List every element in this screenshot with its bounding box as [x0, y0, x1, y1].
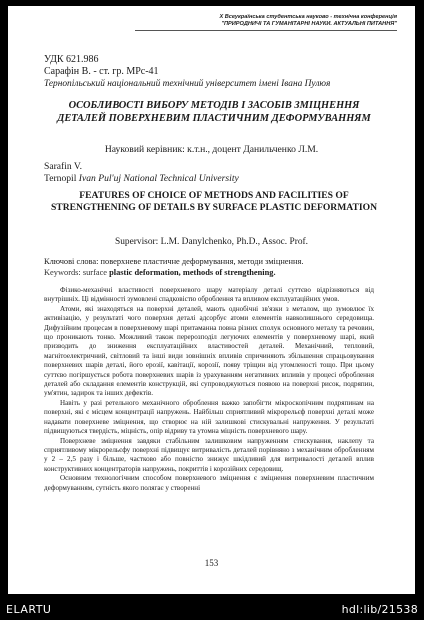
affiliation-english-prefix: Ternopil	[44, 173, 79, 184]
body-paragraph: Навіть у разі ретельного механічного оброблення важко запобігти мікроскопічним подряпинам на поверхні, які є місцем концентрації напружень. Найбільш сприятливий мікрорельєф поверхні деталі може надавати поверхневе зміцнення, що створює на ній залишкові стискувальні напруження. У результаті підвищуються твердість, міцність, опір відриву та утомна міцність поверхневого шару.	[44, 398, 374, 436]
conference-header-line1: X Всеукраїнська студентська науково - технічна конференція	[219, 14, 397, 20]
keywords-english-label: Keywords: surface	[44, 268, 110, 277]
affiliation-english	[44, 173, 239, 184]
affiliation-english-university: Ivan Pul'uj National Technical University	[78, 173, 239, 184]
keywords-english-text: plastic deformation, methods of strengthening.	[109, 268, 276, 277]
conference-header	[151, 14, 397, 28]
author-line: Сарафін В. - ст. гр. МРс-41	[44, 66, 159, 77]
keywords-ukrainian: Ключові слова: поверхневе пластичне деформування, методи зміцнення.	[44, 257, 304, 266]
conference-header-line2: "ПРИРОДНИЧІ ТА ГУМАНІТАРНІ НАУКИ. АКТУАЛЬНІ ПИТАННЯ"	[221, 21, 397, 27]
body-paragraph: Основним технологічним способом поверхневого зміцнення є зміцнення поверхневим пластичним деформуванням, сутність якого полягає у створенні	[44, 474, 374, 492]
udc-code: УДК 621.986	[44, 54, 99, 65]
supervisor-english: Supervisor: L.M. Danylchenko, Ph.D., Assoc. Prof.	[115, 237, 308, 247]
affiliation: Тернопільський національний технічний університет імені Івана Пулюя	[44, 79, 331, 89]
paper-page	[8, 6, 415, 594]
handle-identifier: hdl:lib/21538	[341, 603, 418, 616]
body-paragraph: Поверхневе зміцнення завдяки стабільним залишковим напруженням стискування, наклепу та сприятливому мікрорельєфу поверхні підвищує витривалість деталей порівняно з механічним обробленням у 2 – 2,5 разу і більше, частково або повністю знижує шкідливий для витривалості деталей вплив конструктивних концентраторів напружень, покриттів і корозійних середовищ.	[44, 436, 374, 473]
supervisor-ukrainian: Науковий керівник: к.т.н., доцент Данильченко Л.М.	[104, 144, 319, 155]
author-english: Sarafin V.	[44, 161, 83, 172]
body-text	[44, 286, 374, 493]
keywords-english	[44, 268, 276, 278]
page-number: 153	[204, 558, 219, 568]
body-paragraph: Фізико-механічні властивості поверхневого шару матеріалу деталі суттєво відрізняються від внутрішніх. Ці відмінності зумовлені спадковістю оброблення та впливом експлуатаційних умов.	[44, 286, 374, 304]
header-rule	[135, 30, 397, 31]
repository-name: ELARTU	[6, 603, 52, 616]
title-ukrainian: ОСОБЛИВОСТІ ВИБОРУ МЕТОДІВ І ЗАСОБІВ ЗМІЦНЕННЯ ДЕТАЛЕЙ ПОВЕРХНЕВИМ ПЛАСТИЧНИМ ДЕФОРМУВАННЯМ	[57, 100, 371, 124]
body-paragraph: Атоми, які знаходяться на поверхні деталей, мають однобічні зв'язки з металом, що зумовлює їх активізацію, у результаті чого поверхня деталі адсорбує атоми елементів навколишнього середовища. Дифузійним процесам в поверхневому шарі притаманна повна різних сполук основного металу та речовин, що проникають тонко. Можливий також перерозподіл легуючих елементів у поверхневому шарі, який призводить до зниження експлуатаційних властивостей деталей. Механічний, тепловий, магнітоелектричний, світловий та інші види зовнішніх впливів спричиняють збільшення спрацьовування поверхневих шарів деталі, його ерозії, кавітації, корозії, появу тріщин від утомленості тощо. При цьому суттєво погіршується робота поверхневих шарів із урахуванням негативних впливів у процесі оброблення деталей або складання елементів конструкцій, які супроводжуються появою на поверхні рисок, подряпин, ум'ятин, задирок та інших дефектів.	[44, 304, 374, 398]
title-english: FEATURES OF CHOICE OF METHODS AND FACILITIES OF STRENGTHENING OF DETAILS BY SURFACE PLASTIC DEFORMATION	[50, 190, 378, 213]
